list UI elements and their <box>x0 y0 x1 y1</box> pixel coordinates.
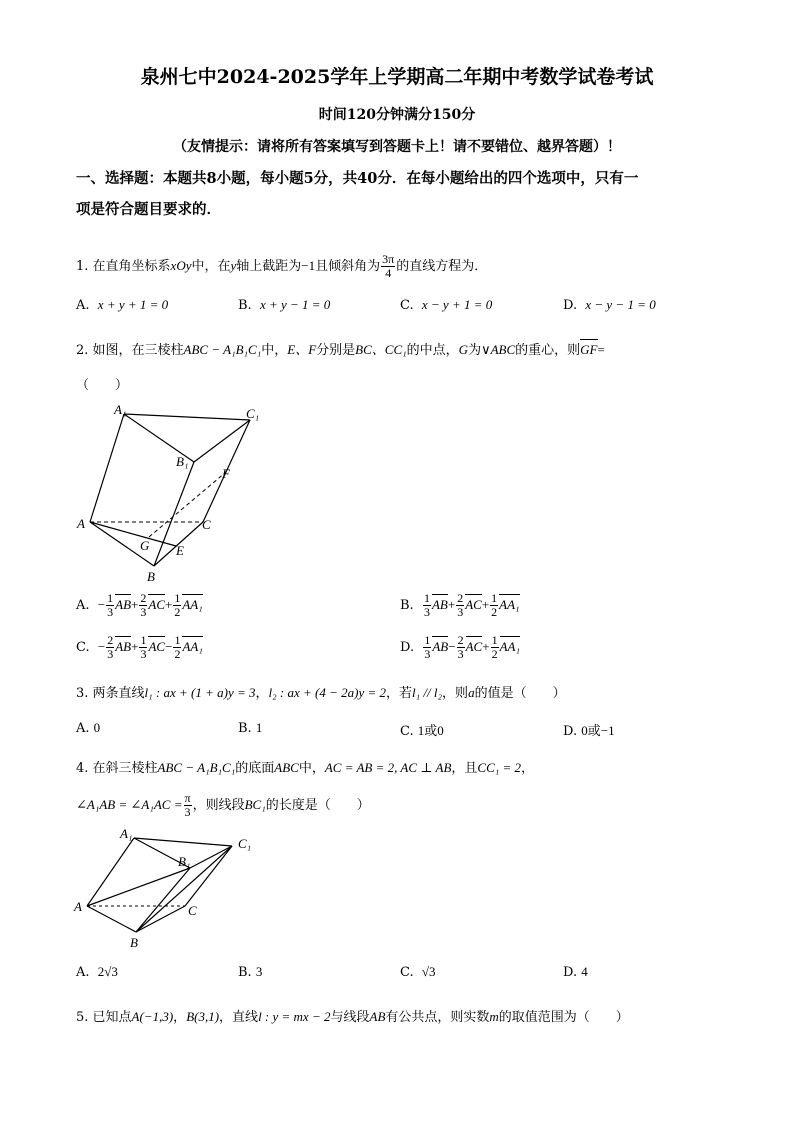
question-2-stem: 2. 如图，在三棱柱ABC − A₁B₁C₁中，E、F分别是BC、CC₁的中点，G为∨ABC的重心，则GF= <box>76 342 605 358</box>
question-2-option-a: A. − $\frac{1}{3}$ AB+ $\frac{2}{3}$ AC+ $\frac{1}{2}$ AA₁ <box>76 591 203 619</box>
question-2-prism-figure <box>76 398 276 588</box>
label-b: B <box>130 935 138 950</box>
label-b1: B₁ <box>176 454 189 469</box>
question-4-prism-figure <box>72 824 272 954</box>
question-4-option-c: C. √3 <box>400 964 436 980</box>
question-5-stem: 5. 已知点A(−1,3)，B(3,1)，直线l : y = mx − 2与线段AB有公共点，则实数m的取值范围为（ ） <box>76 1009 629 1025</box>
label-c1: C₁ <box>246 406 260 421</box>
question-4-stem-line1: 4. 在斜三棱柱ABC − A₁B₁C₁的底面ABC中，AC = AB = 2, AC ⊥ AB，且CC₁ = 2， <box>76 760 535 776</box>
exam-title: 泉州七中2024-2025学年上学期高二年期中考数学试卷考试 <box>140 66 654 88</box>
label-a1: A₁ <box>120 826 133 841</box>
label-a1: A₁ <box>114 402 127 417</box>
label-c: C <box>202 517 211 532</box>
label-a: A <box>74 899 82 914</box>
question-1-option-b: B. x + y − 1 = 0 <box>238 297 331 313</box>
question-1-option-a: A. x + y + 1 = 0 <box>76 297 169 313</box>
question-3-option-a: A. 0 <box>76 720 101 736</box>
exam-time-subtitle: 时间120分钟满分150分 <box>318 107 476 123</box>
question-1-stem: 1. 在直角坐标系xOy中，在y轴上截距为−1且倾斜角为 $\frac{3\pi}{4}$ 的直线方程为． <box>76 252 488 280</box>
question-4-stem-line2: ∠A₁AB = ∠A₁AC = $\frac{\pi}{3}$ ，则线段BC₁的长度是（ ） <box>76 791 370 819</box>
question-2-option-c: C. − $\frac{2}{3}$ AB+ $\frac{1}{3}$ AC− $\frac{1}{2}$ AA₁ <box>76 633 203 661</box>
label-b1: B₁ <box>178 854 191 869</box>
question-2-answer-bracket: （ ） <box>76 378 129 393</box>
question-3-option-b: B. 1 <box>238 720 263 736</box>
label-c1: C₁ <box>238 836 252 851</box>
label-e: E <box>176 543 184 558</box>
label-b: B <box>147 569 155 584</box>
question-3-stem: 3. 两条直线l₁ : ax + (1 + a)y = 3，l₂ : ax + (4 − 2a)y = 2，若l₁ // l₂，则a的值是（ ） <box>76 685 566 701</box>
label-a: A <box>77 516 85 531</box>
question-4-option-a: A. 2√3 <box>76 964 118 980</box>
question-2-option-b: B. $\frac{1}{3}$ AB+ $\frac{2}{3}$ AC+ $\frac{1}{2}$ AA₁ <box>400 591 520 619</box>
question-4-option-b: B. 3 <box>238 964 263 980</box>
label-c: C <box>188 903 197 918</box>
question-3-option-c: C. 1或0 <box>400 723 444 739</box>
question-2-option-d: D. $\frac{1}{3}$ AB− $\frac{2}{3}$ AC+ $\frac{1}{2}$ AA₁ <box>400 633 520 661</box>
question-3-option-d: D. 0或−1 <box>563 723 615 739</box>
label-f: F <box>222 466 230 481</box>
question-1-option-c: C. x − y + 1 = 0 <box>400 297 493 313</box>
section-heading-line2: 项是符合题目要求的． <box>76 201 221 218</box>
exam-tip: （友情提示：请将所有答案填写到答题卡上！请不要错位、越界答题）！ <box>173 139 621 155</box>
label-g: G <box>140 538 150 553</box>
question-1-option-d: D. x − y − 1 = 0 <box>563 297 656 313</box>
question-4-option-d: D. 4 <box>563 964 588 980</box>
section-heading-line1: 一、选择题：本题共8小题，每小题5分，共40分．在每小题给出的四个选项中，只有一 <box>76 170 639 187</box>
